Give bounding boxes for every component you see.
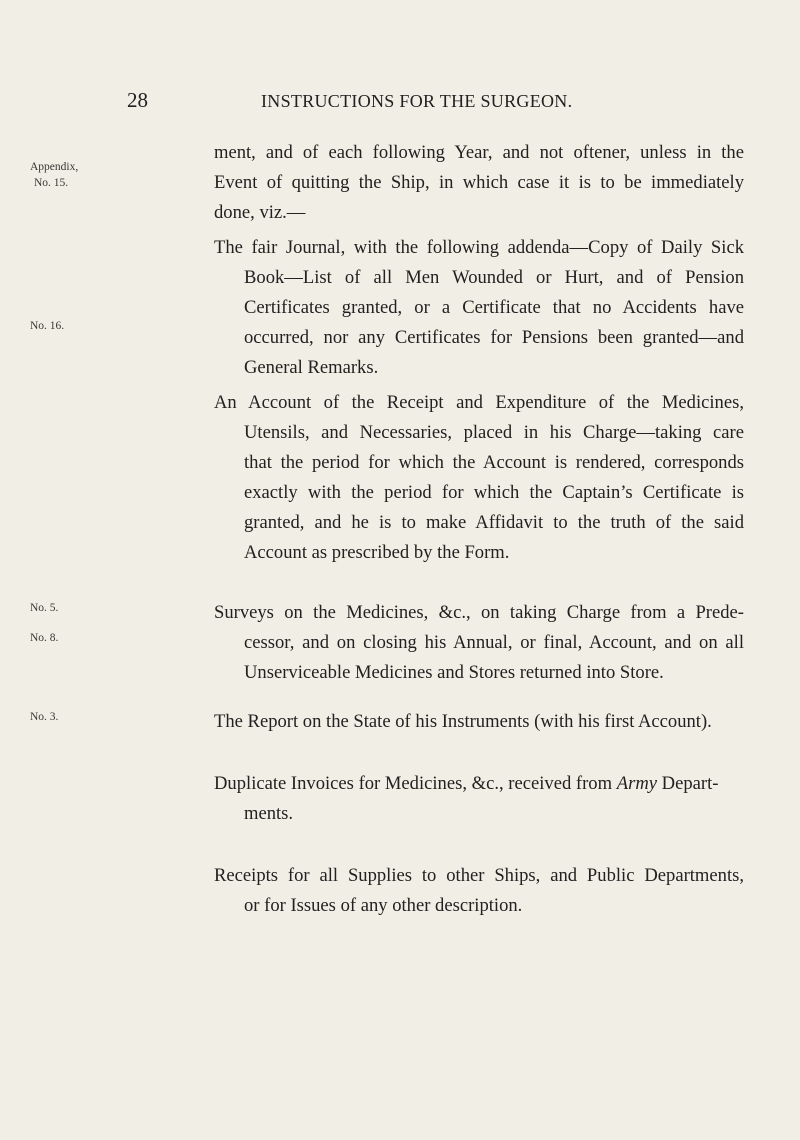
margin-note-line: No. 15. [34,177,69,189]
text-line: Receipts for all Supplies to other Ships, and Public Departments, [214,865,744,886]
text-line: Account as prescribed by the Form. [244,542,510,563]
text-line: ments. [244,803,294,824]
margin-note-no-3: No. 3. [30,711,59,723]
text-line: Surveys on the Medicines, &c., on taking Charge from a Prede- [214,602,744,623]
text-segment: Depart- [657,773,719,794]
text-line: Book—List of all Men Wounded or Hurt, and of Pension [244,267,744,288]
text-line: exactly with the period for which the Captain’s Certificate is [244,482,744,503]
text-line: An Account of the Receipt and Expenditure of the Medicines, [214,392,744,413]
text-line: Event of quitting the Ship, in which case it is to be immediately [214,172,744,193]
paragraph-instruments-report [214,707,744,737]
text-line [214,769,744,799]
text-line: Unserviceable Medicines and Stores returned into Store. [244,662,664,683]
paragraph-fair-journal [214,233,744,383]
text-line: The fair Journal, with the following addenda—Copy of Daily Sick [214,237,744,258]
margin-note-line: Appendix, [30,161,79,173]
text-line: done, viz.— [214,202,306,223]
text-segment: Duplicate Invoices for Medicines, &c., received from [214,773,617,794]
paragraph-account-receipt [214,388,744,568]
page-header [0,88,800,118]
paragraph-continuation [214,138,744,228]
text-line: Utensils, and Necessaries, placed in his Charge—taking care [244,422,744,443]
paragraph-surveys [214,598,744,688]
text-line: occurred, nor any Certificates for Pensions been granted—and [244,327,744,348]
text-line: or for Issues of any other description. [244,895,523,916]
paragraph-duplicate-invoices [214,769,744,829]
margin-note-appendix-15 [30,159,78,191]
page-number: 28 [127,88,148,112]
paragraph-receipts [214,861,744,921]
text-line: General Remarks. [244,357,379,378]
margin-note-no-8: No. 8. [30,632,59,644]
text-line: that the period for which the Account is rendered, corresponds [244,452,744,473]
text-line: Certificates granted, or a Certificate that no Accidents have [244,297,744,318]
text-line: granted, and he is to make Affidavit to the truth of the said [244,512,744,533]
margin-note-no-5: No. 5. [30,602,59,614]
italic-army: Army [616,773,657,794]
text-line: The Report on the State of his Instruments (with his first Account). [214,711,712,732]
running-title: INSTRUCTIONS FOR THE SURGEON. [261,91,573,111]
text-line: cessor, and on closing his Annual, or final, Account, and on all [244,632,744,653]
margin-note-no-16: No. 16. [30,320,65,332]
text-line: ment, and of each following Year, and not oftener, unless in the [214,142,744,163]
